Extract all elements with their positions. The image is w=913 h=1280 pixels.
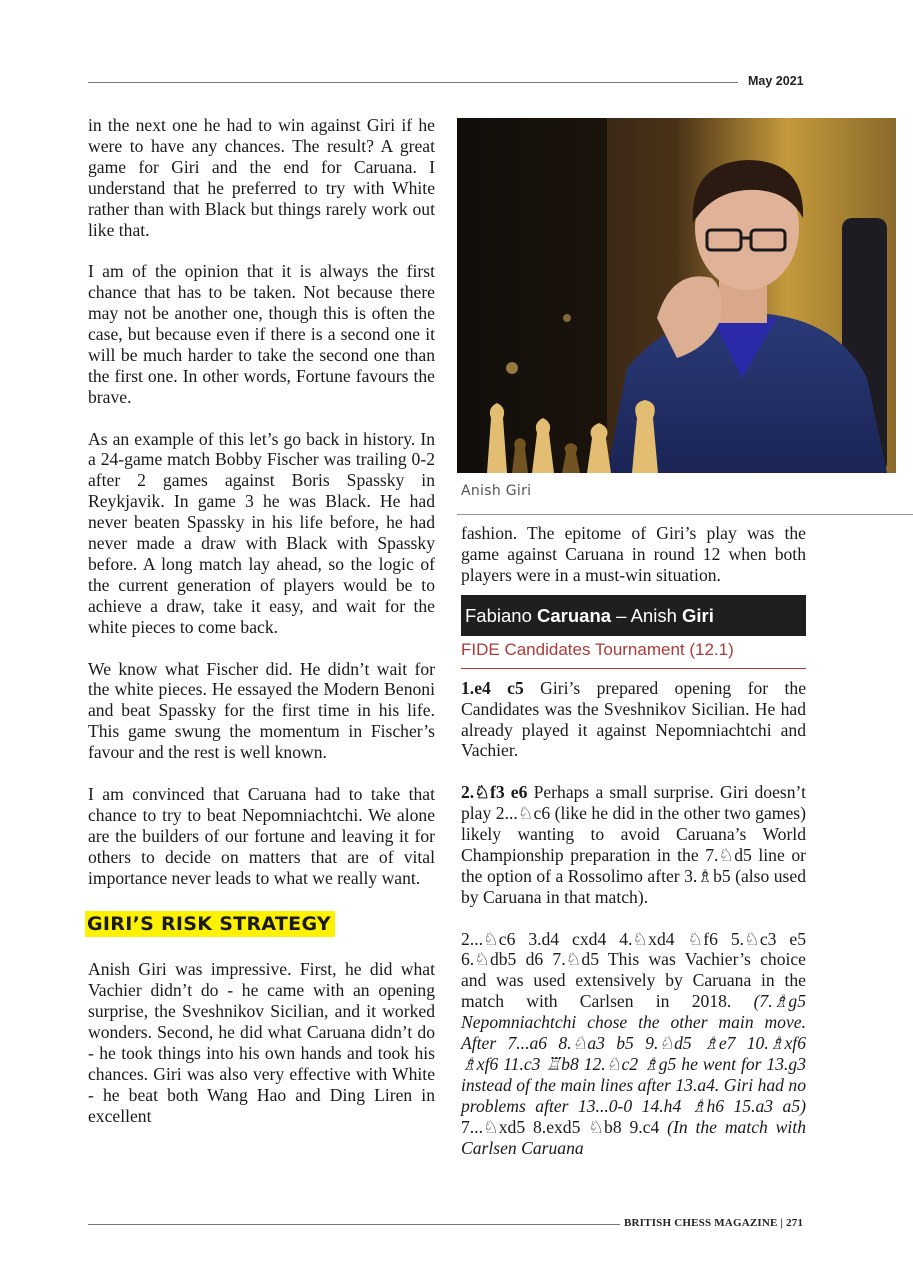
moves-paragraph (461, 929, 806, 1159)
white-last-name: Caruana (537, 604, 612, 626)
moves-text: Giri’s prepared opening for the Candidates was the Sveshnikov Sicilian. He had already played it against Nepomniachtchi and Vachier. (461, 677, 806, 761)
player-photo (457, 118, 896, 473)
moves-paragraph (461, 678, 806, 762)
body-paragraph: Anish Giri was impressive. First, he did what Vachier didn’t do - he came with an opening surprise, the Sveshnikov Sicilian, and it worked wonders. Second, he did what Caruana didn’t do - he took things into his own hands and took his chances. Giri was also very effective with White - he beat both Wang Hao and Ding Liren in excellent (88, 959, 435, 1126)
header-rule (88, 82, 738, 83)
moves-bold: 2.♘f3 e6 (461, 782, 528, 803)
moves-text: Perhaps a small surprise. Giri doesn’t play 2...♘c6 (like he did in the other two games) likely wanting to avoid Caruana’s World Championship preparation in the 7.♘d5 line or the option of a Rossolimo after 3.♗b5 (also used by Caruana in that match). (461, 782, 806, 907)
footer-text: BRITISH CHESS MAGAZINE | 271 (624, 1217, 804, 1229)
body-paragraph: We know what Fischer did. He didn’t wait for the white pieces. He essayed the Modern Benoni and beat Spassky for the first time in his life. This game swung the momentum in Fischer’s favour and the rest is well known. (88, 658, 435, 763)
game-event: FIDE Candidates Tournament (12.1) (461, 639, 806, 669)
annotation: (In the match with Carlsen Caruana (461, 1116, 806, 1158)
body-paragraph: fashion. The epitome of Giri’s play was the game against Caruana in round 12 when both players were in a must-win situation. (461, 523, 806, 585)
moves-paragraph (461, 782, 806, 907)
black-last-name: Giri (682, 604, 714, 626)
white-first-name: Fabiano (465, 604, 532, 626)
players-separator: – Anish (616, 604, 677, 626)
issue-date: May 2021 (748, 74, 804, 88)
left-column (88, 115, 435, 1148)
body-paragraph: I am of the opinion that it is always the first chance that has to be taken. Not because there may not be another one, though this is often the case, but because even if there is a second one it will be much harder to take the second one than the first one. In other words, Fortune favours the brave. (88, 261, 435, 407)
caption-rule (457, 514, 913, 515)
body-paragraph: I am convinced that Caruana had to take that chance to try to beat Nepomniachtchi. We alone are the builders of our fortune and leaving it for others to decide on matters that are of vital importance never leads to what we really want. (88, 783, 435, 888)
section-heading: GIRI’S RISK STRATEGY (85, 911, 335, 937)
game-header (461, 595, 806, 636)
body-paragraph: in the next one he had to win against Giri if he were to have any chances. The result? A great game for Giri and the end for Caruana. I understand that he preferred to try with White rather than with Black but things rarely work out like that. (88, 115, 435, 240)
moves-bold: 1.e4 c5 (461, 677, 524, 698)
body-paragraph: As an example of this let’s go back in history. In a 24-game match Bobby Fischer was trailing 0-2 after 2 games against Boris Spassky in Reykjavik. In game 3 he was Black. He had never beaten Spassky in his life before, he had never made a draw with Black with Spassky before. A long match lay ahead, so the logic of the current generation of players would be to achieve a draw, take it easy, and wait for the white pieces to come back. (88, 428, 435, 637)
photo-caption: Anish Giri (461, 483, 532, 499)
footer-rule (88, 1224, 620, 1225)
moves-text: 7...♘xd5 8.exd5 ♘b8 9.c4 (461, 1116, 668, 1137)
moves-text: 2...♘c6 3.d4 cxd4 4.♘xd4 ♘f6 5.♘c3 e5 6.♘db5 d6 7.♘d5 This was Vachier’s choice and was used extensively by Caruana in the match with Carlsen in 2018. (461, 928, 806, 1012)
right-column (461, 523, 806, 1179)
annotation: (7.♗g5 Nepomniachtchi chose the other main move. After 7...a6 8.♘a3 b5 9.♘d5 ♗e7 10.♗xf6 ♗xf6 11.c3 ♖b8 12.♘c2 ♗g5 he went for 13.g3 instead of the main lines after 13.a4. Giri had no problems after 13...0-0 14.h4 ♗h6 15.a3 a5) (461, 991, 806, 1116)
